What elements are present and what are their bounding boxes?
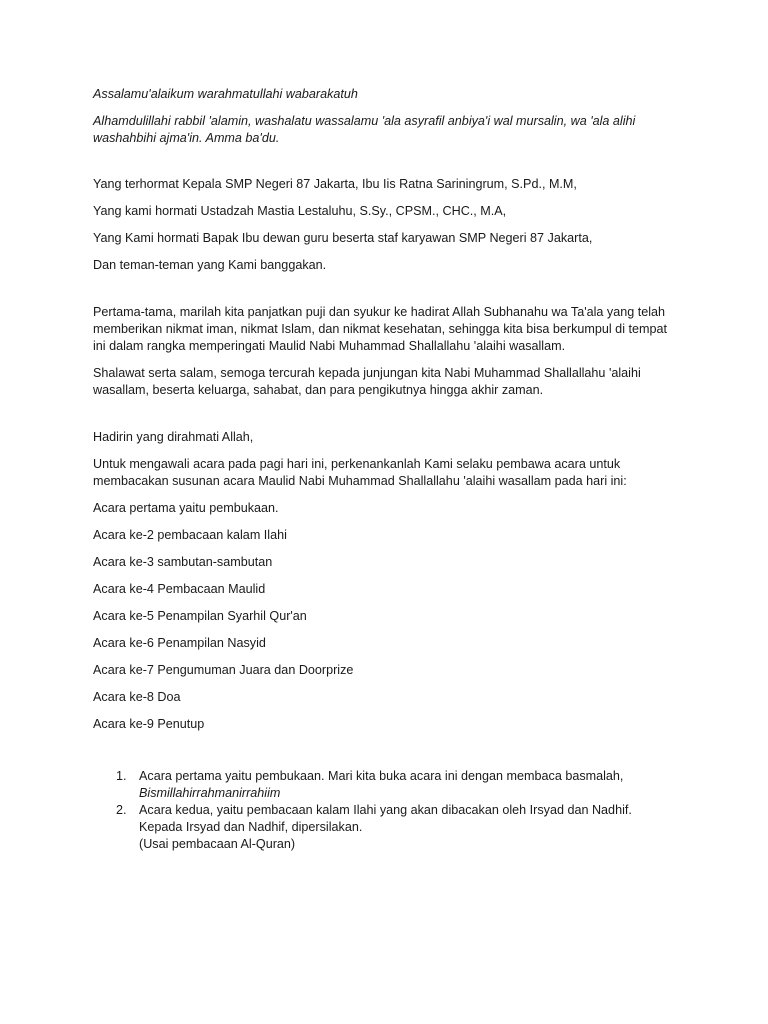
list-item-italic: Bismillahirrahmanirrahiim — [139, 786, 281, 800]
shalawat-paragraph: Shalawat serta salam, semoga tercurah kepada junjungan kita Nabi Muhammad Shallallahu 'alaihi wasallam, beserta keluarga, sahabat, dan para pengikutnya hingga akhir zaman. — [93, 366, 641, 397]
agenda-item: Acara ke-7 Pengumuman Juara dan Doorprize — [93, 663, 354, 677]
numbered-list-item — [93, 768, 683, 802]
greeting: Assalamu'alaikum warahmatullahi wabarakatuh — [93, 87, 358, 101]
list-number: 2. — [116, 803, 127, 817]
praise-paragraph: Pertama-tama, marilah kita panjatkan puji dan syukur ke hadirat Allah Subhanahu wa Ta'ala yang telah memberikan nikmat iman, nikmat Islam, dan nikmat kesehatan, sehingga kita bisa berkumpul di tempat ini dalam rangka memperingati Maulid Nabi Muhammad Shallallahu 'alaihi wasallam. — [93, 305, 667, 353]
list-item-text: Acara kedua, yaitu pembacaan kalam Ilahi yang akan dibacakan oleh Irsyad dan Nadhif. — [139, 803, 632, 817]
honorific-line: Dan teman-teman yang Kami banggakan. — [93, 258, 327, 272]
honorific-line: Yang kami hormati Ustadzah Mastia Lestaluhu, S.Sy., CPSM., CHC., M.A, — [93, 204, 507, 218]
document-page — [93, 86, 683, 853]
agenda-item: Acara ke-3 sambutan-sambutan — [93, 555, 273, 569]
agenda-item: Acara ke-8 Doa — [93, 690, 181, 704]
agenda-item: Acara ke-9 Penutup — [93, 717, 205, 731]
list-number: 1. — [116, 769, 127, 783]
list-item-text: Acara pertama yaitu pembukaan. Mari kita buka acara ini dengan membaca basmalah, — [139, 769, 624, 783]
numbered-list-item — [93, 802, 683, 853]
agenda-item: Acara ke-5 Penampilan Syarhil Qur'an — [93, 609, 307, 623]
agenda-item: Acara ke-6 Penampilan Nasyid — [93, 636, 266, 650]
honorific-line: Yang terhormat Kepala SMP Negeri 87 Jakarta, Ibu Iis Ratna Sariningrum, S.Pd., M.M, — [93, 177, 577, 191]
numbered-list — [93, 768, 683, 853]
honorific-line: Yang Kami hormati Bapak Ibu dewan guru beserta staf karyawan SMP Negeri 87 Jakarta, — [93, 231, 593, 245]
list-item-text: Kepada Irsyad dan Nadhif, dipersilakan. — [139, 820, 363, 834]
agenda-item: Acara ke-4 Pembacaan Maulid — [93, 582, 266, 596]
intro-paragraph: Untuk mengawali acara pada pagi hari ini, perkenankanlah Kami selaku pembawa acara untuk membacakan susunan acara Maulid Nabi Muhammad Shallallahu 'alaihi wasallam pada hari ini: — [93, 457, 627, 488]
list-item-note: (Usai pembacaan Al-Quran) — [139, 837, 296, 851]
opening-prayer: Alhamdulillahi rabbil 'alamin, washalatu wassalamu 'ala asyrafil anbiya'i wal mursalin, wa 'ala alihi washahbihi ajma'in. Amma ba'du. — [93, 114, 636, 145]
agenda-item: Acara ke-2 pembacaan kalam Ilahi — [93, 528, 287, 542]
agenda-item: Acara pertama yaitu pembukaan. — [93, 501, 279, 515]
hadirin-line: Hadirin yang dirahmati Allah, — [93, 430, 254, 444]
